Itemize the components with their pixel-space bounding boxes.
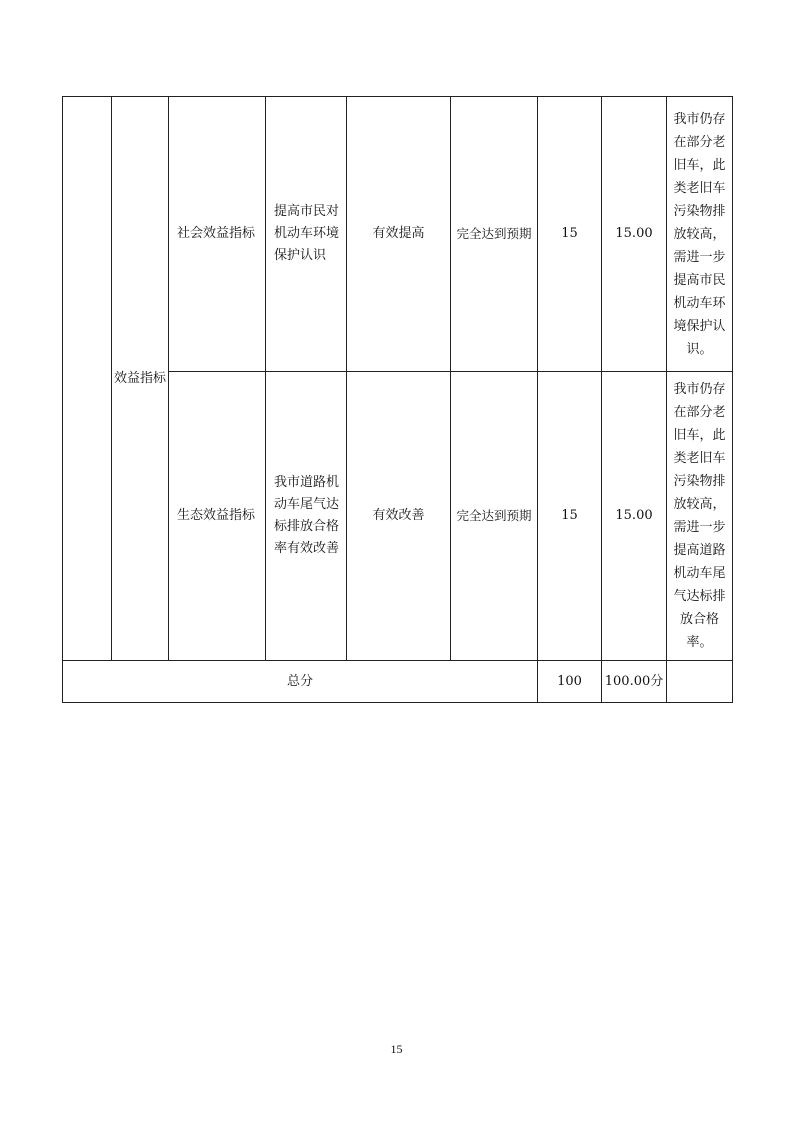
completion-cell: 完全达到预期 (451, 372, 538, 661)
score-cell: 15.00 (602, 97, 667, 372)
total-weight-cell: 100 (538, 661, 602, 703)
remark-cell: 我市仍存在部分老旧车，此类老旧车污染物排放较高，需进一步提高市民机动车环境保护认识。 (667, 97, 733, 372)
table-row (63, 97, 733, 372)
weight-cell: 15 (538, 97, 602, 372)
indicator-cell: 社会效益指标 (169, 97, 266, 372)
indicator-cell: 生态效益指标 (169, 372, 266, 661)
performance-table (62, 96, 733, 703)
category-cell: 效益指标 (112, 97, 169, 661)
blank-category-cell (63, 97, 112, 661)
total-row (63, 661, 733, 703)
score-cell: 15.00 (602, 372, 667, 661)
content-cell: 我市道路机动车尾气达标排放合格率有效改善 (266, 372, 347, 661)
page-number: 15 (390, 1042, 403, 1056)
total-label-cell: 总分 (63, 661, 538, 703)
total-score-cell: 100.00分 (602, 661, 667, 703)
remark-cell: 我市仍存在部分老旧车，此类老旧车污染物排放较高，需进一步提高道路机动车尾气达标排放合格率。 (667, 372, 733, 661)
weight-cell: 15 (538, 372, 602, 661)
target-cell: 有效改善 (347, 372, 451, 661)
target-cell: 有效提高 (347, 97, 451, 372)
completion-cell: 完全达到预期 (451, 97, 538, 372)
content-cell: 提高市民对机动车环境保护认识 (266, 97, 347, 372)
total-remark-cell (667, 661, 733, 703)
